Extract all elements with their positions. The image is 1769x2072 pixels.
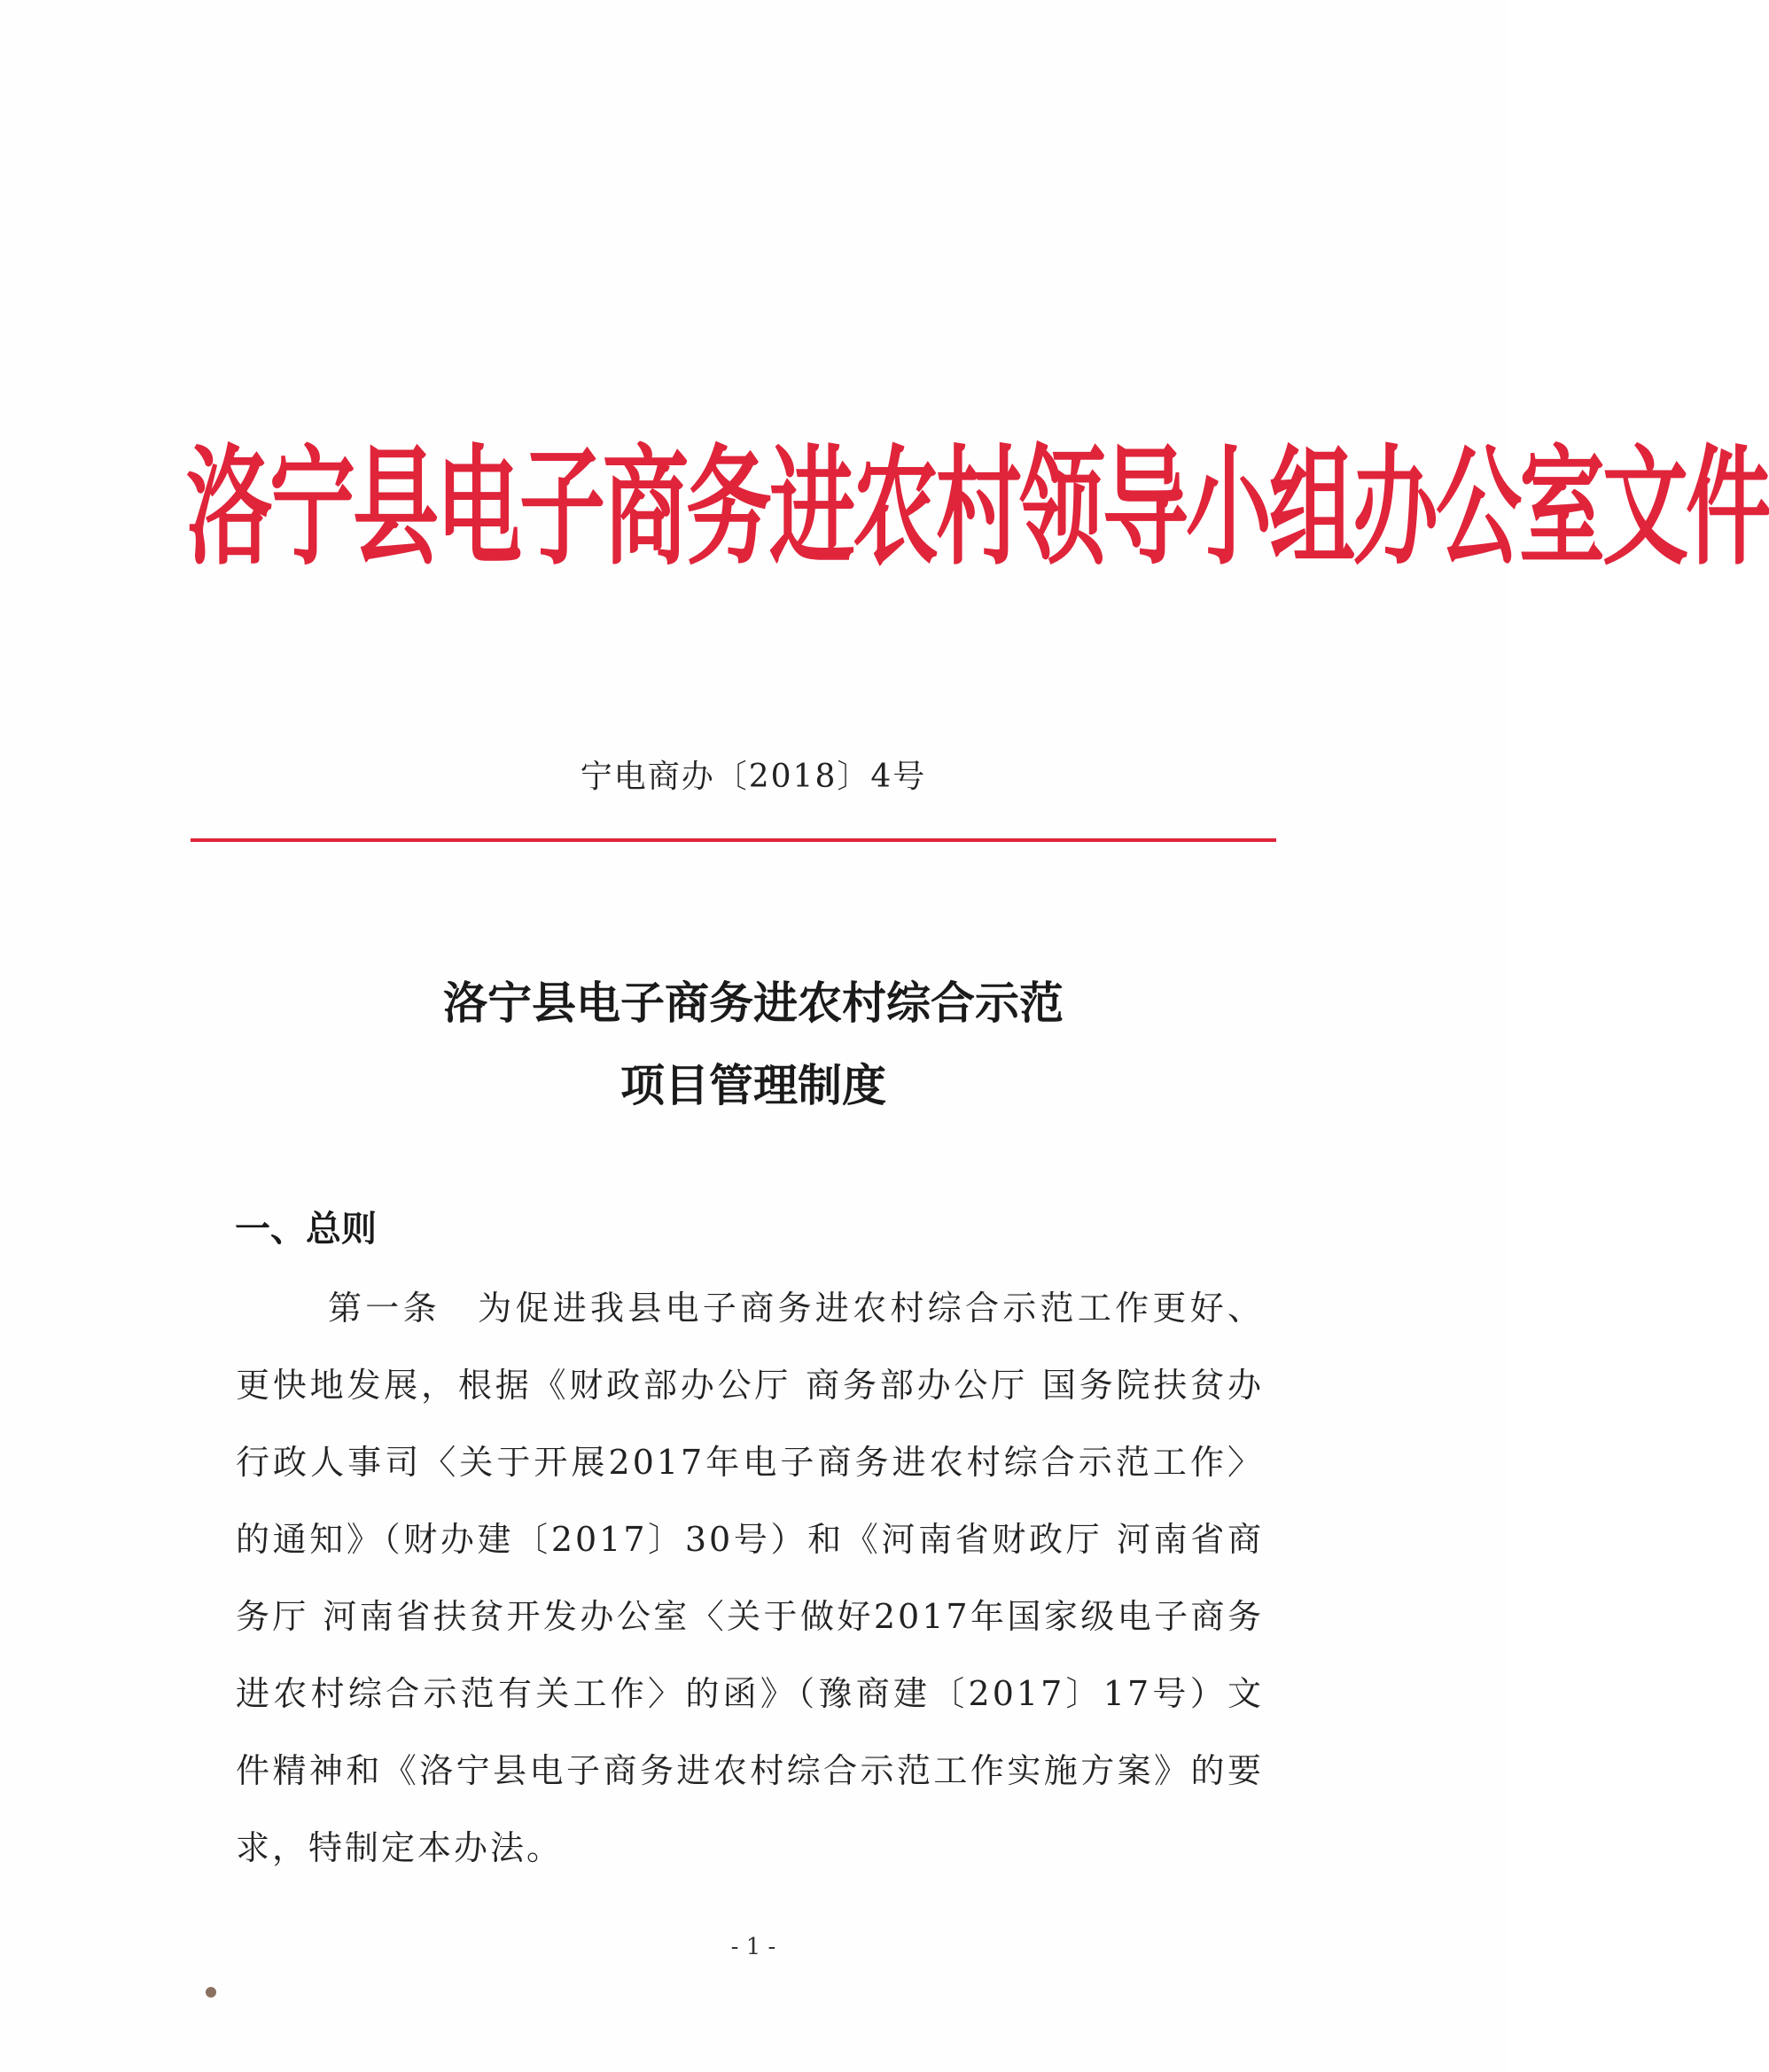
page-number: - 1 - <box>730 1934 776 1960</box>
document-number: 宁电商办〔2018〕4号 <box>580 759 927 795</box>
issuer-header: 洛宁县电子商务进农村领导小组办公室文件 <box>186 432 1769 583</box>
article-1-paragraph: 第一条 为促进我县电子商务进农村综合示范工作更好、更快地发展，根据《财政部办公厅 商务部办公厅 国务院扶贫办行政人事司〈关于开展2017年电子商务进农村综合示范工作〉的通知》（财办建〔2017〕30号）和《河南省财政厅 河南省商务厅 河南省扶贫开发办公室〈关于做好2017年国家级电子商务进农村综合示范有关工作〉的函》（豫商建〔2017〕17号）文件精神和《洛宁县电子商务进农村综合示范工作实施方案》的要求，特制定本办法。 <box>236 1289 1264 1867</box>
section-heading-general: 一、总则 <box>235 1209 377 1250</box>
document-title-line-2: 项目管理制度 <box>620 1059 886 1111</box>
scan-speck <box>206 1987 216 1998</box>
header-divider-line <box>191 838 1276 842</box>
document-title-line-1: 洛宁县电子商务进农村综合示范 <box>443 977 1064 1029</box>
